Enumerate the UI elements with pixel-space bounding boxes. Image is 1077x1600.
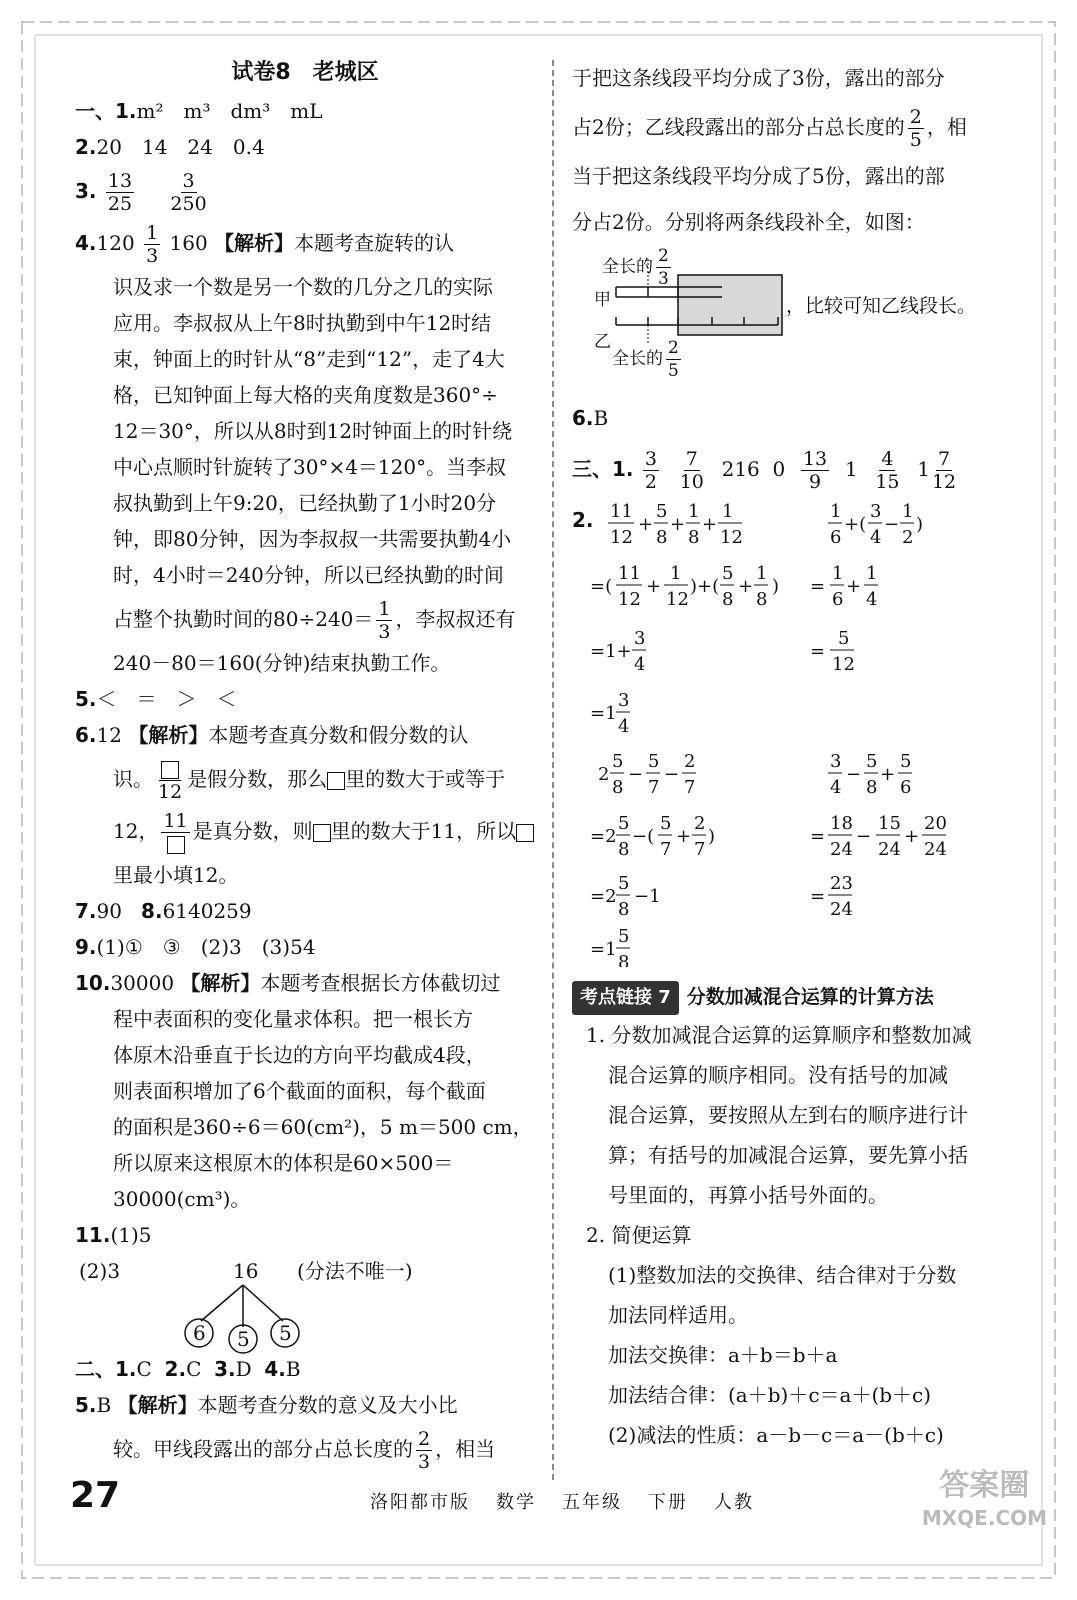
calculation-steps	[590, 497, 1030, 967]
svg-text:11: 11	[610, 501, 633, 522]
svg-text:5: 5	[612, 751, 624, 772]
svg-text:8: 8	[618, 839, 630, 860]
svg-text:24: 24	[878, 839, 901, 860]
answer-1-6: 6.12 【解析】本题考查真分数和假分数的认 识。 12 是假分数，那么 里的数大于或等于 12， 11 是真分数，则 里的数大于11，所以 里最小填12。	[75, 717, 535, 893]
svg-text:5: 5	[866, 751, 878, 772]
answer-1-11: 11.(1)5 (2)3 16 (分法不唯一) 6 5 5	[75, 1217, 535, 1337]
svg-text:3: 3	[870, 501, 882, 522]
answer-1-10: 10.30000 【解析】本题考查根据长方体截切过 程中表面积的变化量求体积。把一根长方 体原木沿垂直于长边的方向平均截成4段， 则表面积增加了6个截面的面积，每个截面 的面积是360÷6＝60(cm²)，5 m＝500 cm， 所以原来这根原木的体积是60×500＝ 30000(cm³)。	[75, 971, 533, 1211]
svg-text:+: +	[646, 576, 662, 597]
answer-3-2-calculations: 2. 11 12 + 5 8 + 1 8 + 1 12 =( 11 12 + 1 12 )+( 5 8 + 1 8 ) =1+ 3 4 =1 3 4 1 6 +( 3 4 − 1 2 ) = 1 6 + 1 4 = 5 12 2 5 8 − 5 7 − 2 7 =2 5 8 −( 5 7 + 2 7 ) =2 5 8 −1 =1 5 8 3 4 − 5 8 + 5 6 = 18 24 − 15 24 + 20 24 = 23 24	[572, 497, 1027, 967]
left-column	[75, 55, 535, 1475]
svg-text:=: =	[810, 826, 826, 847]
svg-text:1: 1	[832, 563, 844, 584]
svg-text:8: 8	[618, 899, 630, 920]
fraction: $\frac{1}{3}$	[378, 598, 391, 643]
svg-text:−: −	[884, 514, 900, 535]
knowledge-tag: 考点链接 7	[572, 981, 679, 1015]
svg-text:−: −	[628, 764, 644, 785]
svg-text:8: 8	[688, 527, 700, 548]
page-number: 27	[70, 1475, 121, 1516]
answer-1-4: 4.120 $\frac{1}{3}$ 160 【解析】本题考查旋转的认 识及求一个数是另一个数的几分之几的实际 应用。李叔叔从上午8时执勤到中午12时结 束，钟面上的时针从“8”走到“12”，走了4大 格，已知钟面上每大格的夹角度数是360°÷ 12＝30°，所以从8时到12时钟面上的时针绕 中心点顺时针旋转了30°×4＝120°。当李叔 叔执勤到上午9:20，已经执勤了1小时20分 钟，即80分钟，因为李叔叔一共需要执勤4小 时，4小时＝240分钟，所以已经执勤的时间 占整个执勤时间的80÷240＝ $\frac{1}{3}$ ，李叔叔还有 240－80＝160(分钟)结束执勤工作。	[75, 217, 535, 681]
svg-text:)+(: )+(	[690, 576, 720, 597]
svg-text:=: =	[810, 576, 826, 597]
answer-1-7-8: 7.90 8.6140259	[75, 899, 252, 923]
svg-text:=1: =1	[590, 703, 617, 724]
blank-box	[161, 761, 179, 779]
svg-text:−(: −(	[632, 826, 655, 847]
svg-text:11: 11	[618, 563, 641, 584]
svg-text:1: 1	[830, 501, 842, 522]
svg-text:8: 8	[656, 527, 668, 548]
answer-2-1-4: 二、1.C 2.C 3.D 4.B	[75, 1357, 301, 1381]
svg-text:+: +	[670, 514, 686, 535]
blank-box	[327, 772, 345, 790]
svg-text:5: 5	[660, 813, 672, 834]
svg-text:1: 1	[722, 501, 734, 522]
svg-text:12: 12	[618, 589, 641, 610]
answer-1-2: 2.20 14 24 0.4	[75, 135, 265, 159]
svg-text:5: 5	[618, 813, 630, 834]
answer-1-1: 一、1.m² m³ dm³ mL	[75, 99, 323, 123]
svg-text:=2: =2	[590, 886, 617, 907]
answer-3-1: 三、1. $\frac{3}{2}$ $\frac{7}{10}$ 216 0 $\frac{13}{9}$ 1 $\frac{4}{15}$ 1 $\frac{7}{12}$	[572, 448, 957, 493]
svg-text:−: −	[856, 826, 872, 847]
svg-text:8: 8	[618, 952, 630, 967]
svg-text:7: 7	[684, 777, 696, 798]
svg-text:8: 8	[722, 589, 734, 610]
svg-text:4: 4	[830, 777, 842, 798]
svg-text:8: 8	[866, 777, 878, 798]
svg-text:1: 1	[756, 563, 768, 584]
analysis-label: 【解析】	[214, 231, 295, 255]
answer-2-6: 6.B	[572, 406, 609, 430]
right-column: 于把这条线段平均分成了3份，露出的部分 占2份；乙线段露出的部分占总长度的 $\frac{2}{5}$ ，相 当于把这条线段平均分成了5份，露出的部 分占2份。分别将两条线段补全，如图： 全长的 $\frac{2}{3}$ 甲 乙 ，比较可知乙线段长。 全长的 $\frac{2}{5}$ 6.B 三、1. $\frac{3}{2}$ $\frac{7}{10}$ 216 0 $\frac{13}{9}$ 1 $\frac{4}{15}$ 1 $\frac{7}{12}$ 2. 11 12 + 5 8 + 1 8 + 1 12 =( 11 12 + 1 12 )+( 5 8 + 1 8 ) =1+ 3 4 =1 3 4 1 6 +( 3 4 − 1 2 ) = 1 6 + 1 4 = 5 12 2 5 8 − 5 7 − 2 7 =2 5 8 −( 5 7 + 2 7 ) =2 5 8 −1 =1 5 8 3 4 − 5 8 + 5 6 = 18 24 − 15 24 + 20 24 = 23 24 考点链接 7 分数加减混合运算的计算方法 1. 分数加减混合运算的运算顺序和整数加减 混合运算的顺序相同。没有括号的加减 混合运算，要按照从左到右的顺序进行计 算；有括号的加减混合运算，要先算小括 号里面的，再算小括号外面的。 2. 简便运算 (1)整数加法的交换律、结合律对于分数 加法同样适用。 加法交换律：a＋b＝b＋a 加法结合律：(a＋b)＋c＝a＋(b＋c) (2)减法的性质：a－b－c＝a－(b＋c)	[572, 55, 1027, 1455]
svg-text:2: 2	[684, 751, 696, 772]
svg-text:24: 24	[830, 899, 853, 920]
svg-text:1: 1	[866, 563, 878, 584]
svg-text:4: 4	[870, 527, 882, 548]
svg-text:+: +	[846, 576, 862, 597]
svg-text:5: 5	[900, 751, 912, 772]
fraction: $\frac{1}{3}$	[146, 222, 159, 267]
svg-text:12: 12	[832, 654, 855, 675]
svg-text:+: +	[638, 514, 654, 535]
svg-text:8: 8	[612, 777, 624, 798]
svg-text:+: +	[676, 826, 692, 847]
svg-text:): )	[916, 514, 924, 535]
svg-text:2: 2	[694, 813, 706, 834]
svg-text:23: 23	[830, 873, 853, 894]
blank-box	[313, 824, 331, 842]
svg-text:+: +	[904, 826, 920, 847]
svg-text:18: 18	[830, 813, 853, 834]
svg-text:6: 6	[900, 777, 912, 798]
svg-text:5: 5	[618, 873, 630, 894]
svg-text:5: 5	[618, 926, 630, 947]
svg-text:=1: =1	[590, 939, 617, 960]
knowledge-link-header: 考点链接 7 分数加减混合运算的计算方法	[572, 981, 1027, 1015]
svg-text:2: 2	[598, 764, 610, 785]
svg-text:+: +	[880, 764, 896, 785]
segment-figure: 全长的 $\frac{2}{3}$ 甲 乙 ，比较可知乙线段长。 全长的 $\frac{2}{5}$	[572, 245, 1027, 395]
fraction: $\frac{13}{25}$	[107, 170, 133, 215]
svg-text:): )	[708, 826, 716, 847]
svg-text:4: 4	[634, 654, 646, 675]
svg-text:7: 7	[694, 839, 706, 860]
svg-text:1: 1	[670, 563, 682, 584]
fraction: $\frac{3}{250}$	[170, 170, 207, 215]
svg-text:−: −	[846, 764, 862, 785]
svg-text:−1: −1	[634, 886, 661, 907]
svg-text:3: 3	[830, 751, 842, 772]
svg-text:6: 6	[832, 589, 844, 610]
analysis-text: 识及求一个数是另一个数的几分之几的实际 应用。李叔叔从上午8时执勤到中午12时结 束，钟面上的时针从“8”走到“12”，走了4大 格，已知钟面上每大格的夹角度数是360°÷ 12＝30°，所以从8时到12时钟面上的时针绕 中心点顺时针旋转了30°×4＝120°。当李叔 叔执勤到上午9:20，已经执勤了1小时20分 钟，即80分钟，因为李叔叔一共需要执勤4小 时，4小时＝240分钟，所以已经执勤的时间 占整个执勤时间的80÷240＝ $\frac{1}{3}$ ，李叔叔还有 240－80＝160(分钟)结束执勤工作。	[113, 275, 516, 675]
svg-text:4: 4	[866, 589, 878, 610]
svg-text:3: 3	[618, 690, 630, 711]
blank-box	[167, 836, 185, 854]
svg-text:3: 3	[634, 628, 646, 649]
svg-text:+: +	[738, 576, 754, 597]
svg-text:1: 1	[902, 501, 914, 522]
svg-text:7: 7	[660, 839, 672, 860]
svg-text:+: +	[702, 514, 718, 535]
svg-text:1: 1	[688, 501, 700, 522]
svg-text:24: 24	[830, 839, 853, 860]
blank-box	[516, 824, 534, 842]
answer-2-5: 5.B 【解析】本题考查分数的意义及大小比 较。甲线段露出的部分占总长度的 $\frac{2}{3}$ ，相当	[75, 1393, 496, 1473]
answer-1-3: 3. $\frac{13}{25}$ $\frac{3}{250}$	[75, 170, 207, 215]
svg-text:=(: =(	[590, 576, 613, 597]
svg-text:12: 12	[666, 589, 689, 610]
answer-1-9: 9.(1)① ③ (2)3 (3)54	[75, 935, 316, 959]
svg-text:12: 12	[720, 527, 743, 548]
svg-text:+(: +(	[844, 514, 867, 535]
answer-1-5: 5.＜ ＝ ＞ ＜	[75, 687, 237, 711]
svg-text:4: 4	[618, 716, 630, 737]
svg-text:15: 15	[878, 813, 901, 834]
svg-text:12: 12	[610, 527, 633, 548]
svg-text:5: 5	[656, 501, 668, 522]
svg-text:7: 7	[648, 777, 660, 798]
svg-text:2: 2	[902, 527, 914, 548]
svg-text:5: 5	[838, 628, 850, 649]
svg-text:=: =	[810, 886, 826, 907]
svg-text:−: −	[664, 764, 680, 785]
svg-text:=: =	[810, 641, 826, 662]
svg-text:24: 24	[924, 839, 947, 860]
svg-text:): )	[772, 576, 780, 597]
svg-text:20: 20	[924, 813, 947, 834]
column-divider	[552, 60, 554, 1480]
svg-text:=1+: =1+	[590, 641, 632, 662]
svg-text:=2: =2	[590, 826, 617, 847]
svg-text:5: 5	[722, 563, 734, 584]
footer: 洛阳都市版 数学 五年级 下册 人教	[370, 1492, 754, 1513]
knowledge-text: 1. 分数加减混合运算的运算顺序和整数加减 混合运算的顺序相同。没有括号的加减 混合运算，要按照从左到右的顺序进行计 算；有括号的加减混合运算，要先算小括 号里面的，再算小括号外面的。 2. 简便运算 (1)整数加法的交换律、结合律对于分数 加法同样适用。 加法交换律：a＋b＝b＋a 加法结合律：(a＋b)＋c＝a＋(b＋c) (2)减法的性质：a－b－c＝a－(b＋c)	[586, 1023, 972, 1447]
svg-text:6: 6	[830, 527, 842, 548]
watermark: 答案圈 MXQE.COM	[921, 1468, 1047, 1530]
svg-text:8: 8	[756, 589, 768, 610]
page-title: 试卷8 老城区	[231, 60, 379, 85]
svg-text:5: 5	[648, 751, 660, 772]
